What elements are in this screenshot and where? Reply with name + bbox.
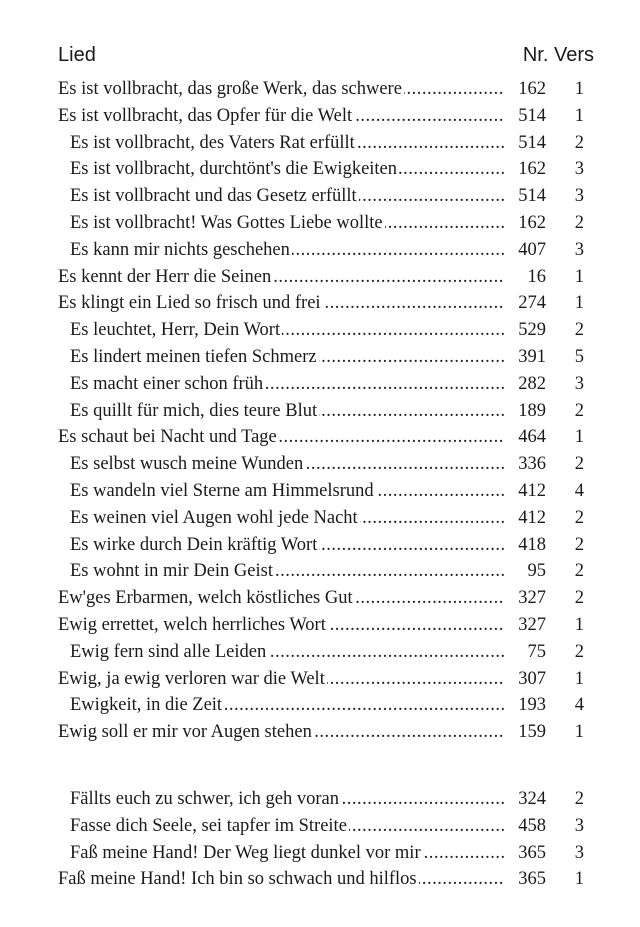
song-title: Es lindert meinen tiefen Schmerz (70, 346, 317, 367)
song-title-leader (58, 76, 504, 103)
song-title: Es wohnt in mir Dein Geist (70, 561, 273, 582)
song-title: Es kennt der Herr die Seinen (58, 266, 272, 287)
list-item (0, 478, 640, 505)
song-title-leader (70, 558, 504, 585)
list-item (0, 103, 640, 130)
list-item (0, 666, 640, 693)
song-number: 365 (518, 842, 546, 863)
list-item (0, 639, 640, 666)
verse-number: 1 (574, 614, 584, 635)
verse-number: 2 (574, 507, 584, 528)
song-title-leader (70, 840, 504, 867)
song-title-leader (58, 612, 504, 639)
list-item (0, 786, 640, 813)
song-title: Ew'ges Erbarmen, welch köstliches Gut (58, 588, 353, 609)
song-number: 336 (518, 454, 546, 475)
song-number: 159 (518, 722, 546, 743)
song-number: 458 (518, 815, 546, 836)
list-item (0, 866, 640, 893)
song-title-leader (58, 585, 504, 612)
song-title: Es ist vollbracht, das große Werk, das schwere (58, 79, 402, 99)
song-number: 327 (518, 614, 546, 635)
song-number: 412 (518, 507, 546, 528)
song-title: Es ist vollbracht, das Opfer für die Welt (58, 105, 353, 126)
song-title: Fasse dich Seele, sei tapfer im Streite (70, 815, 347, 836)
song-title-leader (70, 344, 504, 371)
verse-number: 2 (574, 588, 584, 609)
song-number: 16 (527, 266, 546, 287)
list-item (0, 813, 640, 840)
song-number: 282 (518, 373, 546, 394)
list-item (0, 183, 640, 210)
list-item (0, 156, 640, 183)
list-item (0, 398, 640, 425)
song-title: Es leuchtet, Herr, Dein Wort (70, 320, 281, 341)
verse-number: 1 (574, 722, 584, 743)
song-title: Faß meine Hand! Ich bin so schwach und hilflos (58, 869, 417, 890)
list-item (0, 424, 640, 451)
verse-number: 1 (574, 869, 584, 890)
song-title-leader (70, 813, 504, 840)
list-item (0, 719, 640, 746)
verse-number: 2 (574, 454, 584, 475)
list-item (0, 264, 640, 291)
verse-number: 1 (574, 293, 584, 314)
verse-number: 3 (574, 159, 584, 180)
song-number: 75 (527, 641, 546, 662)
song-title: Es klingt ein Lied so frisch und frei (58, 293, 321, 314)
list-item (0, 451, 640, 478)
list-item (0, 290, 640, 317)
list-item (0, 237, 640, 264)
list-item (0, 840, 640, 867)
song-title-leader (58, 264, 504, 291)
verse-number: 1 (574, 668, 584, 689)
song-number: 274 (518, 293, 546, 314)
song-number: 514 (518, 186, 546, 207)
song-title-leader (70, 156, 504, 183)
song-number: 307 (518, 668, 546, 689)
song-title-leader (58, 290, 504, 317)
song-title: Fällts euch zu schwer, ich geh voran (70, 788, 339, 809)
song-title: Ewigkeit, in die Zeit (70, 695, 223, 716)
song-title-leader (70, 786, 504, 813)
nr-vers-column-heading: Nr. Vers (522, 44, 594, 66)
list-item (0, 505, 640, 532)
song-number: 162 (518, 159, 546, 180)
verse-number: 2 (574, 641, 584, 662)
list-item (0, 344, 640, 371)
song-title: Es ist vollbracht! Was Gottes Liebe wollte (70, 212, 383, 233)
list-item (0, 692, 640, 719)
song-title-leader (58, 866, 504, 893)
song-title-leader (58, 424, 504, 451)
song-title-leader (70, 237, 504, 264)
list-item (0, 585, 640, 612)
song-title: Es wandeln viel Sterne am Himmelsrund (70, 480, 374, 501)
verse-number: 1 (574, 79, 584, 99)
verse-number: 2 (574, 534, 584, 555)
song-number: 464 (518, 427, 546, 448)
verse-number: 1 (574, 266, 584, 287)
verse-number: 5 (574, 346, 584, 367)
verse-number: 3 (574, 186, 584, 207)
verse-number: 2 (574, 400, 584, 421)
song-title-leader (58, 103, 504, 130)
song-title-leader (70, 183, 504, 210)
song-title-leader (70, 317, 504, 344)
list-item (0, 317, 640, 344)
song-number: 418 (518, 534, 546, 555)
verse-number: 3 (574, 842, 584, 863)
song-number: 324 (518, 788, 546, 809)
song-title-leader (70, 210, 504, 237)
song-title-leader (70, 371, 504, 398)
song-title-leader (70, 639, 504, 666)
verse-number: 4 (574, 480, 584, 501)
song-title-leader (70, 451, 504, 478)
verse-number: 2 (574, 132, 584, 153)
song-title-leader (70, 692, 504, 719)
song-title: Es ist vollbracht, durchtönt's die Ewigkeiten (70, 159, 398, 180)
song-title: Ewig, ja ewig verloren war die Welt (58, 668, 325, 689)
column-header (58, 40, 594, 74)
song-number: 391 (518, 346, 546, 367)
verse-number: 3 (574, 239, 584, 260)
list-item (0, 130, 640, 157)
song-title: Es quillt für mich, dies teure Blut (70, 400, 318, 421)
list-item (0, 371, 640, 398)
song-index-list (0, 76, 640, 893)
song-number: 193 (518, 695, 546, 716)
song-number: 162 (518, 212, 546, 233)
song-number: 412 (518, 480, 546, 501)
song-title: Ewig errettet, welch herrliches Wort (58, 614, 326, 635)
song-title-leader (58, 719, 504, 746)
song-number: 514 (518, 105, 546, 126)
song-number: 189 (518, 400, 546, 421)
song-number: 365 (518, 869, 546, 890)
song-title: Es ist vollbracht und das Gesetz erfüllt (70, 186, 357, 207)
verse-number: 3 (574, 373, 584, 394)
song-title-leader (58, 666, 504, 693)
song-number: 407 (518, 239, 546, 260)
song-number: 514 (518, 132, 546, 153)
verse-number: 4 (574, 695, 584, 716)
song-number: 95 (527, 561, 546, 582)
song-title: Es ist vollbracht, des Vaters Rat erfüllt (70, 132, 355, 153)
song-title: Es schaut bei Nacht und Tage (58, 427, 277, 448)
song-title-leader (70, 505, 504, 532)
song-number: 529 (518, 320, 546, 341)
song-title: Es kann mir nichts geschehen (70, 239, 290, 260)
verse-number: 2 (574, 212, 584, 233)
verse-number: 3 (574, 815, 584, 836)
song-title: Es macht einer schon früh (70, 373, 264, 394)
song-title-leader (70, 398, 504, 425)
song-title-leader (70, 130, 504, 157)
song-title: Es wirke durch Dein kräftig Wort (70, 534, 318, 555)
song-title: Ewig fern sind alle Leiden (70, 641, 267, 662)
lied-column-heading: Lied (58, 44, 96, 66)
song-title: Es weinen viel Augen wohl jede Nacht (70, 507, 358, 528)
verse-number: 2 (574, 320, 584, 341)
verse-number: 2 (574, 561, 584, 582)
verse-number: 1 (574, 427, 584, 448)
song-title: Es selbst wusch meine Wunden (70, 454, 304, 475)
song-title: Ewig soll er mir vor Augen stehen (58, 722, 312, 743)
list-item (0, 612, 640, 639)
list-item (0, 76, 640, 103)
list-item (0, 532, 640, 559)
list-item (0, 558, 640, 585)
verse-number: 1 (574, 105, 584, 126)
verse-number: 2 (574, 788, 584, 809)
list-item (0, 210, 640, 237)
song-title-leader (70, 532, 504, 559)
song-number: 162 (518, 79, 546, 99)
song-number: 327 (518, 588, 546, 609)
song-title: Faß meine Hand! Der Weg liegt dunkel vor mir (70, 842, 421, 863)
song-title-leader (70, 478, 504, 505)
